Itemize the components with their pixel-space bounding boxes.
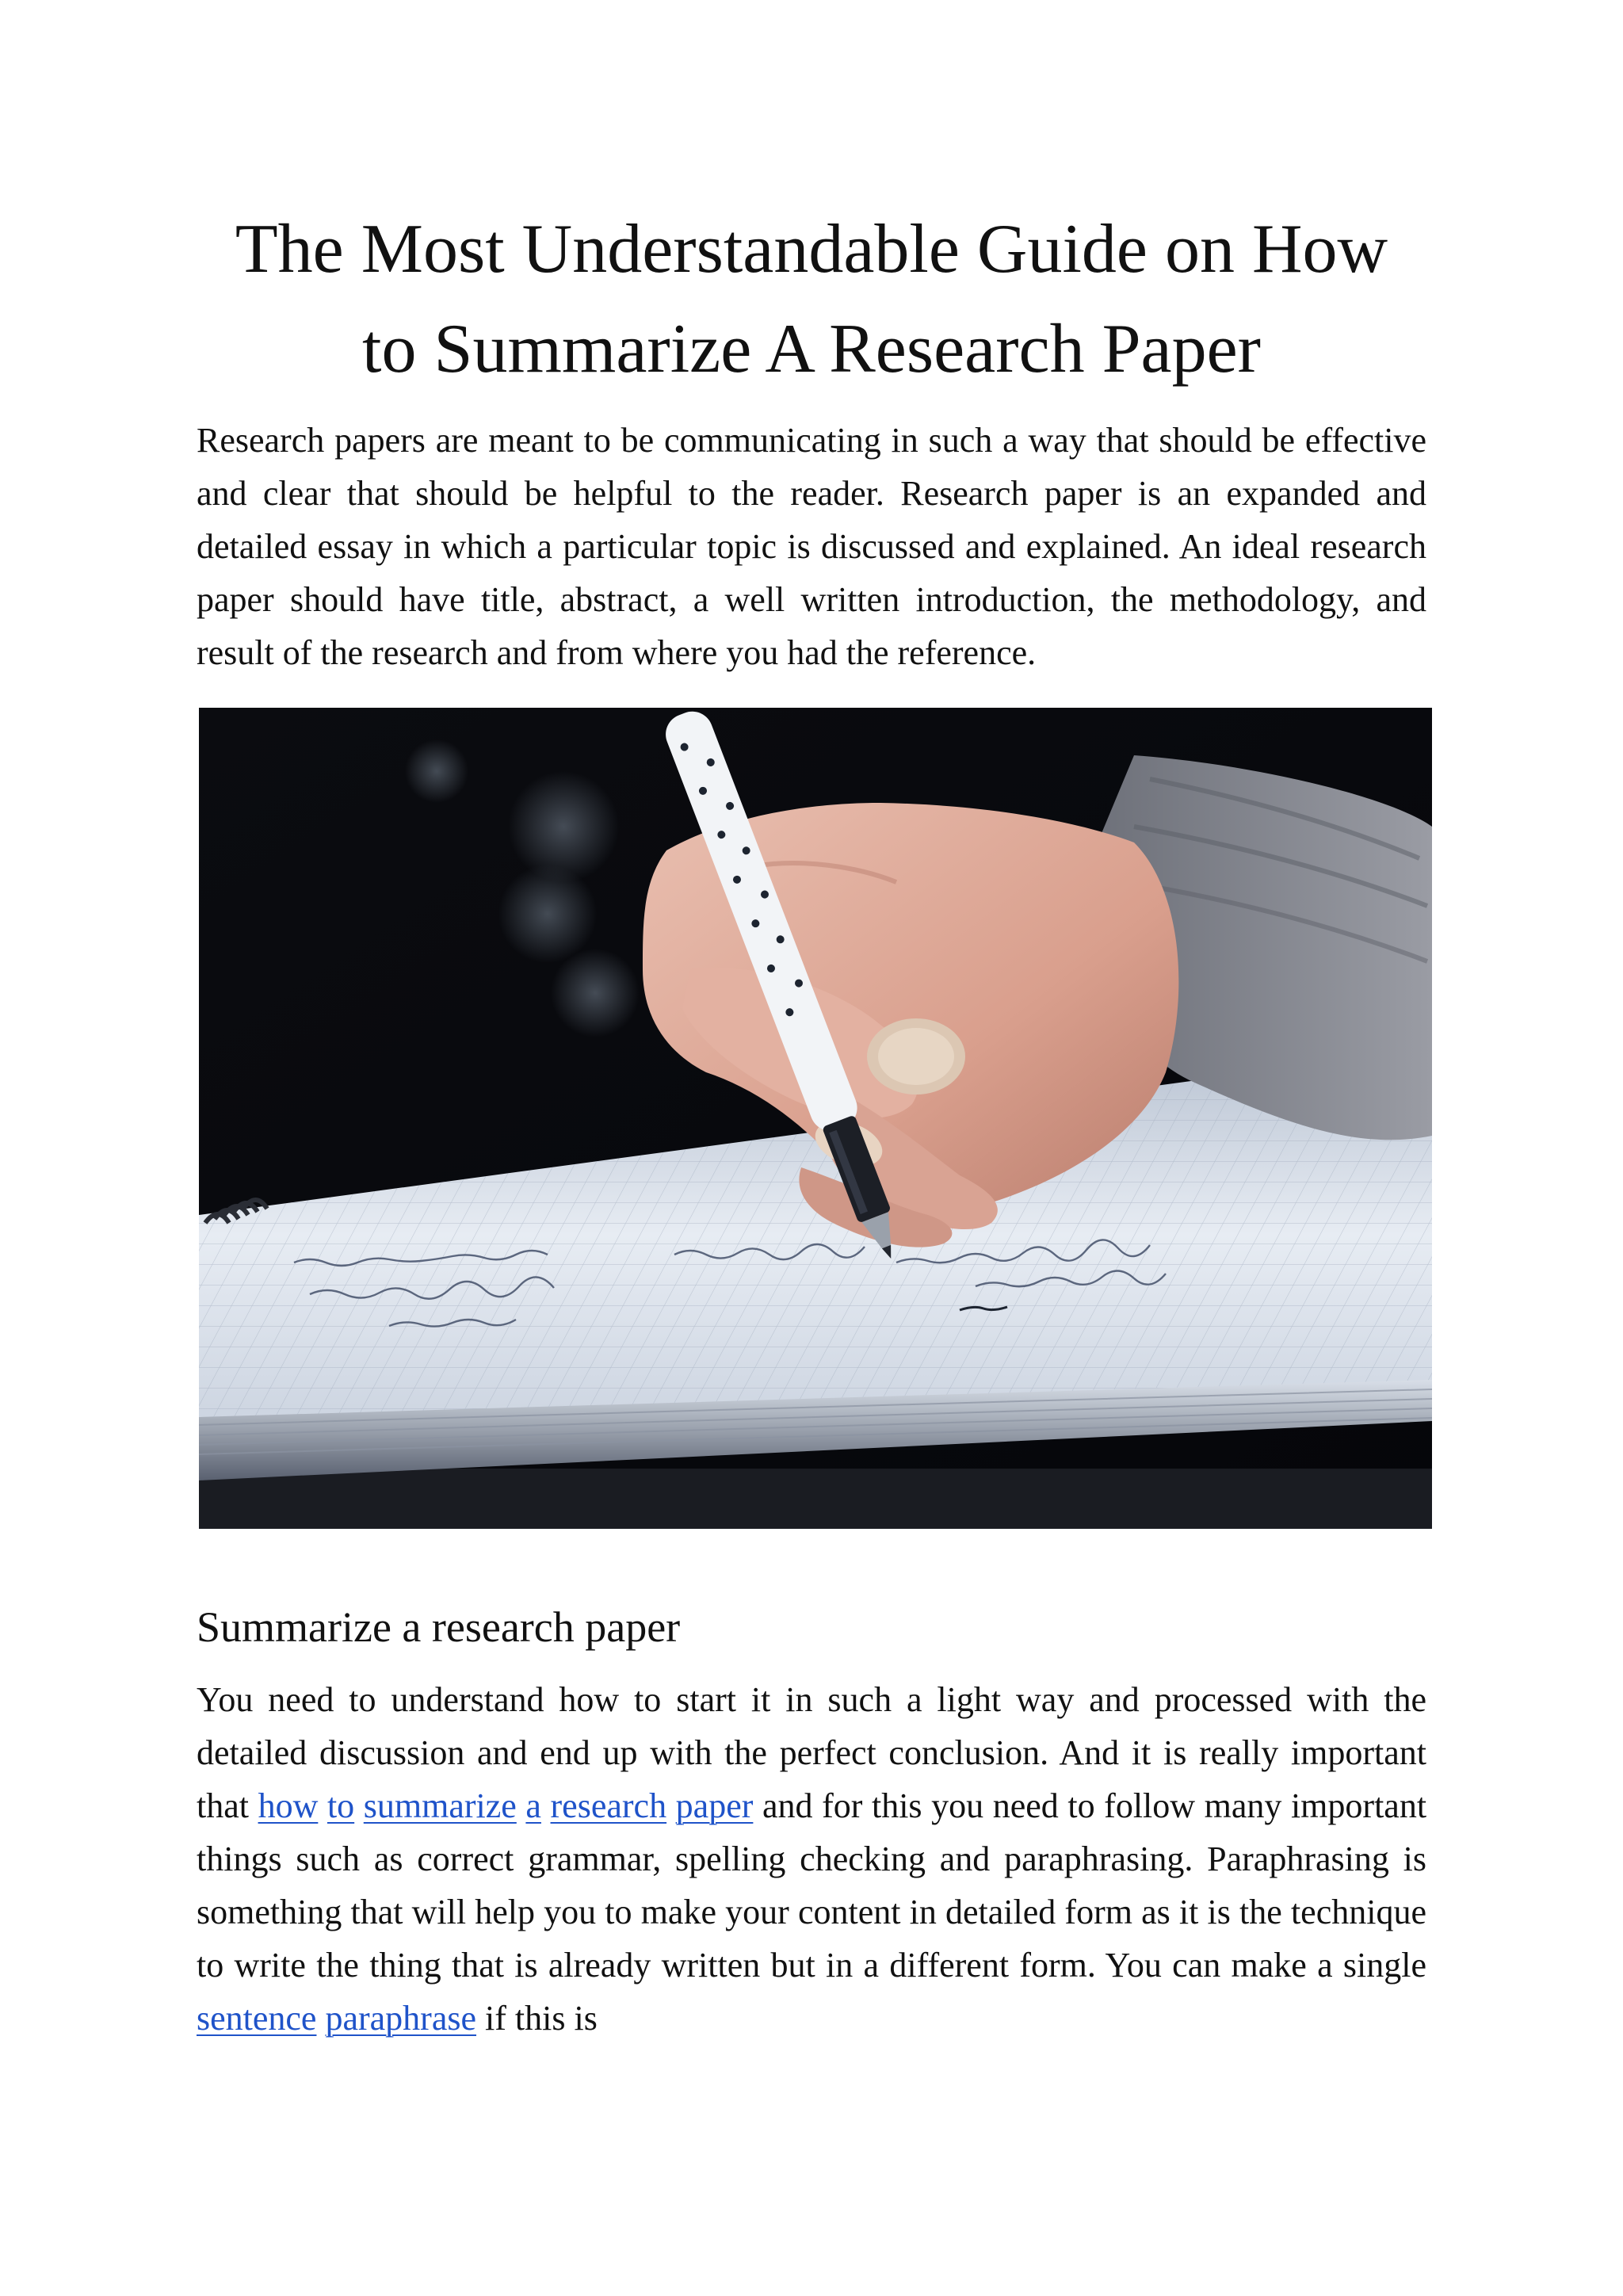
section-paragraph-text-1: You need to understand how to start it in such a light way and processed with the detailed discussion and end up with the perfect conclusion. And it is really important that [197, 1680, 1426, 1825]
hand-writing-with-pen-photo [199, 708, 1432, 1529]
document-title-line-2: to Summarize A Research Paper [362, 311, 1261, 388]
link-how[interactable]: how [258, 1786, 319, 1825]
link-paraphrase[interactable]: paraphrase [325, 1999, 477, 2038]
document-title-line-1: The Most Understandable Guide on How [235, 211, 1388, 288]
link-summarize[interactable]: summarize [363, 1786, 517, 1825]
intro-paragraph: Research papers are meant to be communicating in such a way that should be effective and clear that should be helpful to the reader. Research paper is an expanded and detailed essay in which a particular topic is discussed and explained. An ideal research paper should have title, abstract, a well written introduction, the methodology, and result of the research and from where you had the reference. [197, 421, 1426, 672]
section-paragraph-text-3: if this is [476, 1999, 598, 2038]
link-sentence[interactable]: sentence [197, 1999, 317, 2038]
section-paragraph-text-2: and for this you need to follow many important things such as correct grammar, spelling checking and paraphrasing. Paraphrasing is something that will help you to make your content in detailed form as it is the technique to write the thing that is already written but in a different form. You can make a single [197, 1786, 1427, 1985]
document-page [197, 0, 1426, 2045]
link-research[interactable]: research [550, 1786, 667, 1825]
document-title [197, 200, 1426, 399]
link-paper[interactable]: paper [675, 1786, 754, 1825]
link-a[interactable]: a [525, 1786, 541, 1825]
section-heading-summarize: Summarize a research paper [197, 1603, 681, 1651]
link-to[interactable]: to [327, 1786, 355, 1825]
section-paragraph [197, 1673, 1426, 2045]
